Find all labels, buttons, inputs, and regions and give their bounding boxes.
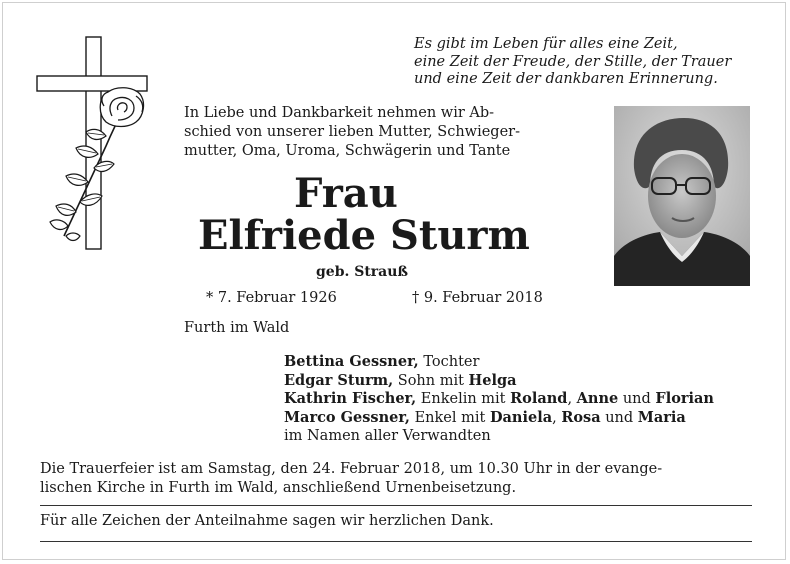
quote-line: Es gibt im Leben für alles eine Zeit, [414, 36, 678, 52]
quote-line: eine Zeit der Freude, der Stille, der Trauer [414, 53, 732, 70]
mourner-relation: Enkelin mit [416, 391, 511, 407]
birth-date: * 7. Februar 1926 [206, 290, 337, 306]
mourner-companion: Rosa [561, 408, 601, 426]
mourners-list [284, 353, 754, 446]
portrait-photo [614, 106, 750, 286]
salutation: Frau [294, 170, 398, 217]
mourner-name: Kathrin Fischer, [284, 390, 417, 407]
mourner-name: Edgar Sturm, [284, 371, 394, 389]
divider [40, 505, 752, 506]
separator: und [618, 391, 656, 407]
quote-verse [414, 36, 754, 89]
ceremony-line: Die Trauerfeier ist am Samstag, den 24. Februar 2018, um 10.30 Uhr in der evange- [40, 461, 663, 477]
quote-line: und eine Zeit der dankbaren Erinnerung. [414, 71, 718, 87]
mourners-closing: im Namen aller Verwandten [284, 428, 491, 444]
divider [40, 541, 752, 542]
mourner-companion: Daniela [489, 408, 553, 426]
ceremony-line: lischen Kirche in Furth im Wald, anschließend Urnenbeisetzung. [40, 480, 517, 496]
intro-line: mutter, Oma, Uroma, Schwägerin und Tante [184, 143, 511, 159]
intro-line: schied von unserer lieben Mutter, Schwieger- [184, 124, 520, 140]
mourner-companion: Maria [637, 408, 686, 426]
mourner-relation: Enkel mit [409, 409, 490, 426]
mourner-line [284, 353, 754, 372]
cross-with-rose-icon [36, 36, 148, 250]
mourner-name: Bettina Gessner, [284, 353, 419, 370]
portrait-illustration [614, 106, 750, 286]
mourner-relation: Sohn mit [393, 372, 469, 389]
thanks-text: Für alle Zeichen der Anteilnahme sagen wir herzlichen Dank. [40, 513, 494, 529]
ceremony-notice [40, 460, 752, 498]
separator: , [567, 391, 577, 407]
intro-text [184, 104, 574, 161]
separator: und [600, 409, 638, 426]
mourner-line [284, 409, 754, 428]
mourner-line [284, 372, 754, 391]
maiden-name: geb. Strauß [316, 264, 409, 280]
deceased-name: Elfriede Sturm [198, 212, 530, 259]
mourner-relation: Tochter [418, 354, 480, 370]
intro-line: In Liebe und Dankbarkeit nehmen wir Ab- [184, 105, 495, 121]
mourner-companion: Roland [510, 390, 568, 407]
mourner-companion: Anne [576, 390, 619, 407]
mourner-companion: Helga [468, 371, 517, 389]
death-date: † 9. Februar 2018 [412, 290, 543, 306]
mourner-name: Marco Gessner, [284, 408, 410, 426]
separator: , [552, 409, 562, 426]
mourner-companion: Florian [655, 390, 714, 407]
place-of-residence: Furth im Wald [184, 320, 290, 336]
mourner-line [284, 390, 754, 409]
